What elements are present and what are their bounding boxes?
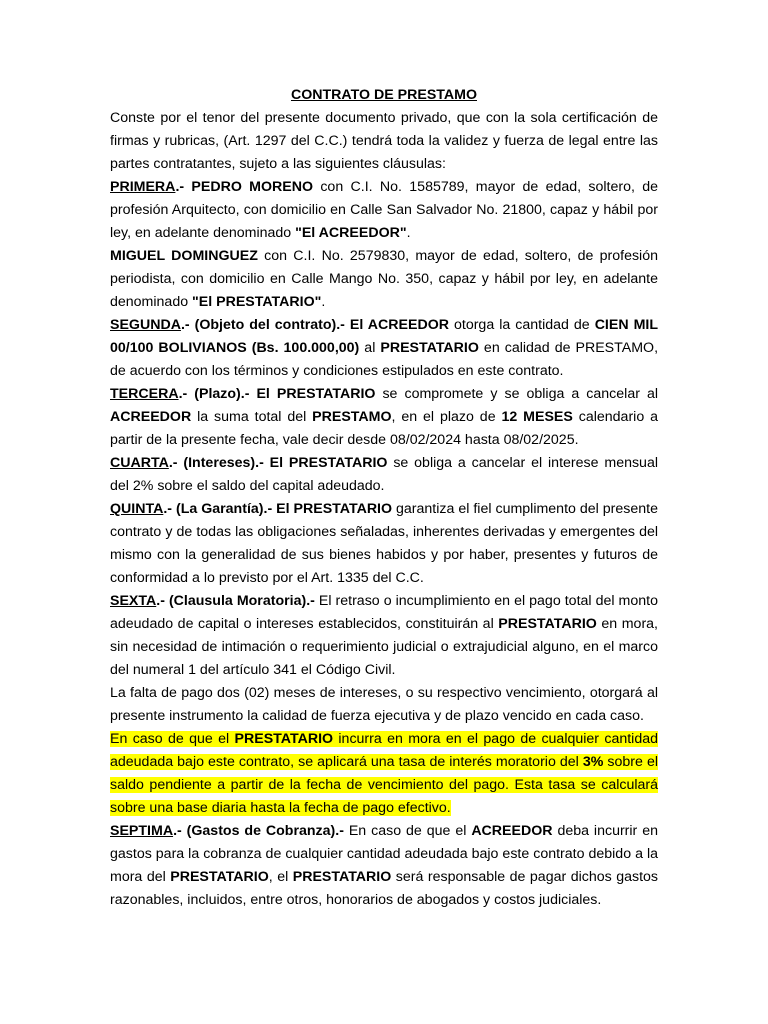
clause-cuarta: CUARTA.- (Intereses).- El PRESTATARIO se obliga a cancelar el interese mensual del 2% sobre el saldo del capital adeudado.	[110, 455, 658, 494]
intro-paragraph: Conste por el tenor del presente documento privado, que con la sola certificación de firmas y rubricas, (Art. 1297 del C.C.) tendrá toda la validez y fuerza de legal entre las partes contratantes, sujeto a las siguientes cláusulas:	[110, 110, 658, 172]
clause-heading: SEGUNDA	[110, 317, 181, 333]
clause-heading: QUINTA	[110, 501, 164, 517]
default-paragraph: La falta de pago dos (02) meses de intereses, o su respectivo vencimiento, otorgará al presente instrumento la calidad de fuerza ejecutiva y de plazo vencido en cada caso.	[110, 685, 658, 724]
clause-heading: CUARTA	[110, 455, 169, 471]
clause-heading: SEPTIMA	[110, 823, 174, 839]
party-name: PEDRO MORENO	[191, 179, 314, 195]
party-name: MIGUEL DOMINGUEZ	[110, 248, 258, 264]
clause-sexta: SEXTA.- (Clausula Moratoria).- El retraso o incumplimiento en el pago total del monto adeudado de capital o intereses establecidos, constituirán al PRESTATARIO en mora, sin necesidad de intimación o requerimiento judicial o extrajudicial alguno, en el marco del numeral 1 del artículo 341 el Código Civil.	[110, 593, 659, 678]
clause-septima: SEPTIMA.- (Gastos de Cobranza).- En caso de que el ACREEDOR deba incurrir en gastos para la cobranza de cualquier cantidad adeudada bajo este contrato debido a la mora del PRESTATARIO, el PRESTATARIO será responsable de pagar dichos gastos razonables, incluidos, entre otros, honorarios de abogados y costos judiciales.	[110, 823, 658, 908]
party-alias: "El PRESTATARIO"	[192, 294, 322, 310]
second-party-paragraph: MIGUEL DOMINGUEZ con C.I. No. 2579830, mayor de edad, soltero, de profesión periodista, con domicilio en Calle Mango No. 350, capaz y hábil por ley, en adelante denominado "El PRESTATARIO".	[110, 248, 658, 310]
loan-amount: CIEN MIL 00/100 BOLIVIANOS (Bs. 100.000,00)	[110, 317, 659, 356]
clause-heading: TERCERA	[110, 386, 179, 402]
document-body	[110, 84, 658, 912]
highlighted-text: En caso de que el PRESTATARIO incurra en mora en el pago de cualquier cantidad adeudada bajo este contrato, se aplicará una tasa de interés moratorio del 3% sobre el saldo pendiente a partir de la fecha de vencimiento del pago. Esta tasa se calculará sobre una base diaria hasta la fecha de pago efectivo.	[110, 731, 658, 816]
moratory-rate: 3%	[582, 754, 604, 770]
clause-quinta: QUINTA.- (La Garantía).- El PRESTATARIO garantiza el fiel cumplimento del presente contrato y de todas las obligaciones señaladas, inherentes derivadas y emergentes del mismo con la generalidad de sus bienes habidos y por haber, presentes y futuros de conformidad a lo previsto por el Art. 1335 del C.C.	[110, 501, 658, 586]
highlighted-mora-paragraph	[110, 728, 658, 820]
contract-title: CONTRATO DE PRESTAMO	[290, 87, 477, 103]
clause-heading: SEXTA	[110, 593, 157, 609]
loan-term: 12 MESES	[501, 409, 573, 425]
clause-segunda: SEGUNDA.- (Objeto del contrato).- El ACREEDOR otorga la cantidad de CIEN MIL 00/100 BOLIVIANOS (Bs. 100.000,00) al PRESTATARIO en calidad de PRESTAMO, de acuerdo con los términos y condiciones estipulados en este contrato.	[110, 317, 659, 379]
party-alias: "El ACREEDOR"	[295, 225, 407, 241]
clause-tercera: TERCERA.- (Plazo).- El PRESTATARIO se compromete y se obliga a cancelar al ACREEDOR la suma total del PRESTAMO, en el plazo de 12 MESES calendario a partir de la presente fecha, vale decir desde 08/02/2024 hasta 08/02/2025.	[110, 386, 658, 448]
clause-primera: PRIMERA.- PEDRO MORENO con C.I. No. 1585789, mayor de edad, soltero, de profesión Arquitecto, con domicilio en Calle San Salvador No. 21800, capaz y hábil por ley, en adelante denominado "El ACREEDOR".	[110, 179, 658, 241]
clause-heading: PRIMERA	[110, 179, 176, 195]
